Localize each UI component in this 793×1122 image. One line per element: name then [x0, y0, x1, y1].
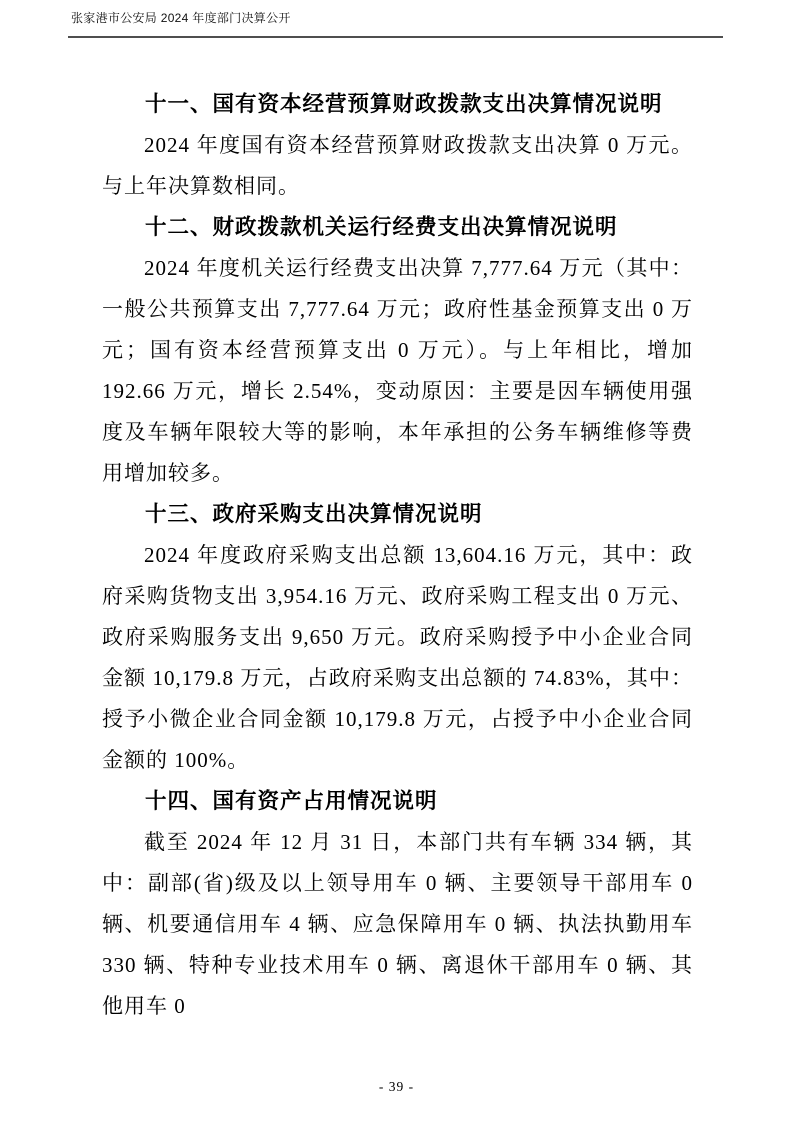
section-12-paragraph: 2024 年度机关运行经费支出决算 7,777.64 万元（其中：一般公共预算支出 7,777.64 万元；政府性基金预算支出 0 万元；国有资本经营预算支出 0 万元）。与上年相比，增加 192.66 万元，增长 2.54%，变动原因：主要是因车辆使用强度及车辆年限较大等的影响，本年承担的公务车辆维修等费用增加较多。: [102, 256, 693, 485]
section-11: [102, 84, 693, 207]
document-content: [102, 84, 693, 1027]
header-rule: [68, 36, 723, 38]
section-11-heading: 十一、国有资本经营预算财政拨款支出决算情况说明: [145, 92, 663, 116]
section-12-heading: 十二、财政拨款机关运行经费支出决算情况说明: [145, 215, 618, 239]
section-14-paragraph: 截至 2024 年 12 月 31 日，本部门共有车辆 334 辆，其中：副部(省)级及以上领导用车 0 辆、主要领导干部用车 0 辆、机要通信用车 4 辆、应急保障用车 0 辆、执法执勤用车 330 辆、特种专业技术用车 0 辆、离退休干部用车 0 辆、其他用车 0: [102, 830, 693, 1018]
section-14-heading: 十四、国有资产占用情况说明: [145, 789, 438, 813]
page-header: [68, 10, 723, 38]
header-title: 张家港市公安局 2024 年度部门决算公开: [71, 11, 291, 25]
page-number: - 39 -: [378, 1079, 415, 1094]
page-footer: [0, 1078, 793, 1096]
section-13-heading: 十三、政府采购支出决算情况说明: [145, 502, 483, 526]
section-13: [102, 494, 693, 781]
section-14: [102, 781, 693, 1027]
section-12: [102, 207, 693, 494]
section-11-paragraph: 2024 年度国有资本经营预算财政拨款支出决算 0 万元。与上年决算数相同。: [102, 133, 693, 198]
section-13-paragraph: 2024 年度政府采购支出总额 13,604.16 万元，其中：政府采购货物支出 3,954.16 万元、政府采购工程支出 0 万元、政府采购服务支出 9,650 万元。政府采购授予中小企业合同金额 10,179.8 万元，占政府采购支出总额的 74.83%，其中：授予小微企业合同金额 10,179.8 万元，占授予中小企业合同金额的 100%。: [102, 543, 693, 772]
